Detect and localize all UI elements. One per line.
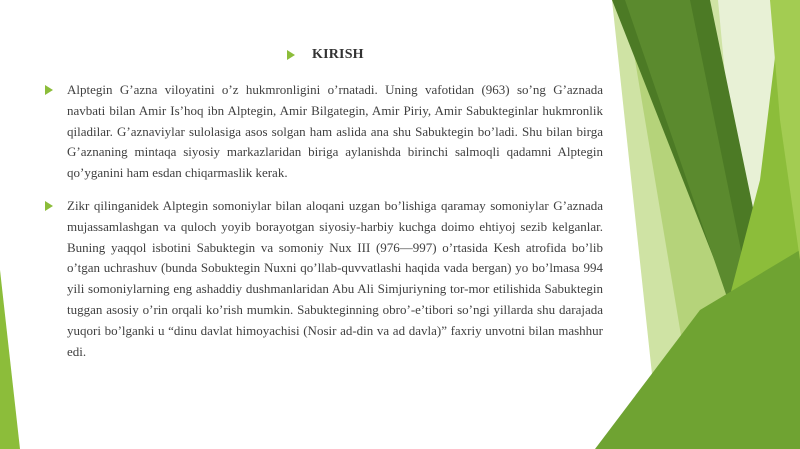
- triangle-bullet-icon: [287, 50, 295, 60]
- paragraph-text: Zikr qilinganidek Alptegin somoniylar bilan aloqani uzgan bo’lishiga qaramay somoniylar G’aznada mujassamlashgan va quloch yoyib borayotgan siyosiy-harbiy kuchga doimo ehtiyoj sezib kelganlar. Buning yaqqol isbotini Sabuktegin va somoniy Nux III (976—997) o’rtasida Kesh atrofida bo’lib o’tgan uchrashuv (bunda Sobuktegin Nuxni qo’llab-quvvatlashi haqida vada bergan) yo bo’lmasa 994 yili somoniylarning eng ashaddiy dushmanlaridan Abu Ali Simjuriyning tor-mor etilishida Sabuktegin tuggan asosiy o’rin orqali ko’rish mumkin. Sabukteginning obro’-e’tibori so’ngi yillarda shu darajada yuqori bo’lganki u “dinu davlat himoyachisi (Nosir ad-din va ad davla)” faxriy unvotni bilan mashhur edi.: [67, 198, 603, 359]
- paragraph-text: Alptegin G’azna viloyatini o’z hukmronligini o’rnatadi. Uning vafotidan (963) so’ng G’aznada navbati bilan Amir Is’hoq ibn Alptegin, Amir Bilgategin, Amir Piriy, Amir Sabukteginlar hukmronlik qiladilar. G’aznaviylar sulolasiga asos solgan ham aslida ana shu Sabuktegin bo’ladi. Shu bilan birga G’aznaning mintaqa siyosiy markazlaridan biriga aylanishda birinchi salmoqli qadamni Alptegin qo’yganini ham esdan chiqarmaslik kerak.: [67, 82, 603, 181]
- left-green-strip: [0, 270, 20, 449]
- slide-title: KIRISH: [312, 47, 364, 62]
- triangle-bullet-icon: [45, 85, 53, 95]
- triangle-bullet-icon: [45, 201, 53, 211]
- title-row: [287, 47, 364, 63]
- paragraph-2: [45, 196, 603, 362]
- paragraph-1: [45, 80, 603, 184]
